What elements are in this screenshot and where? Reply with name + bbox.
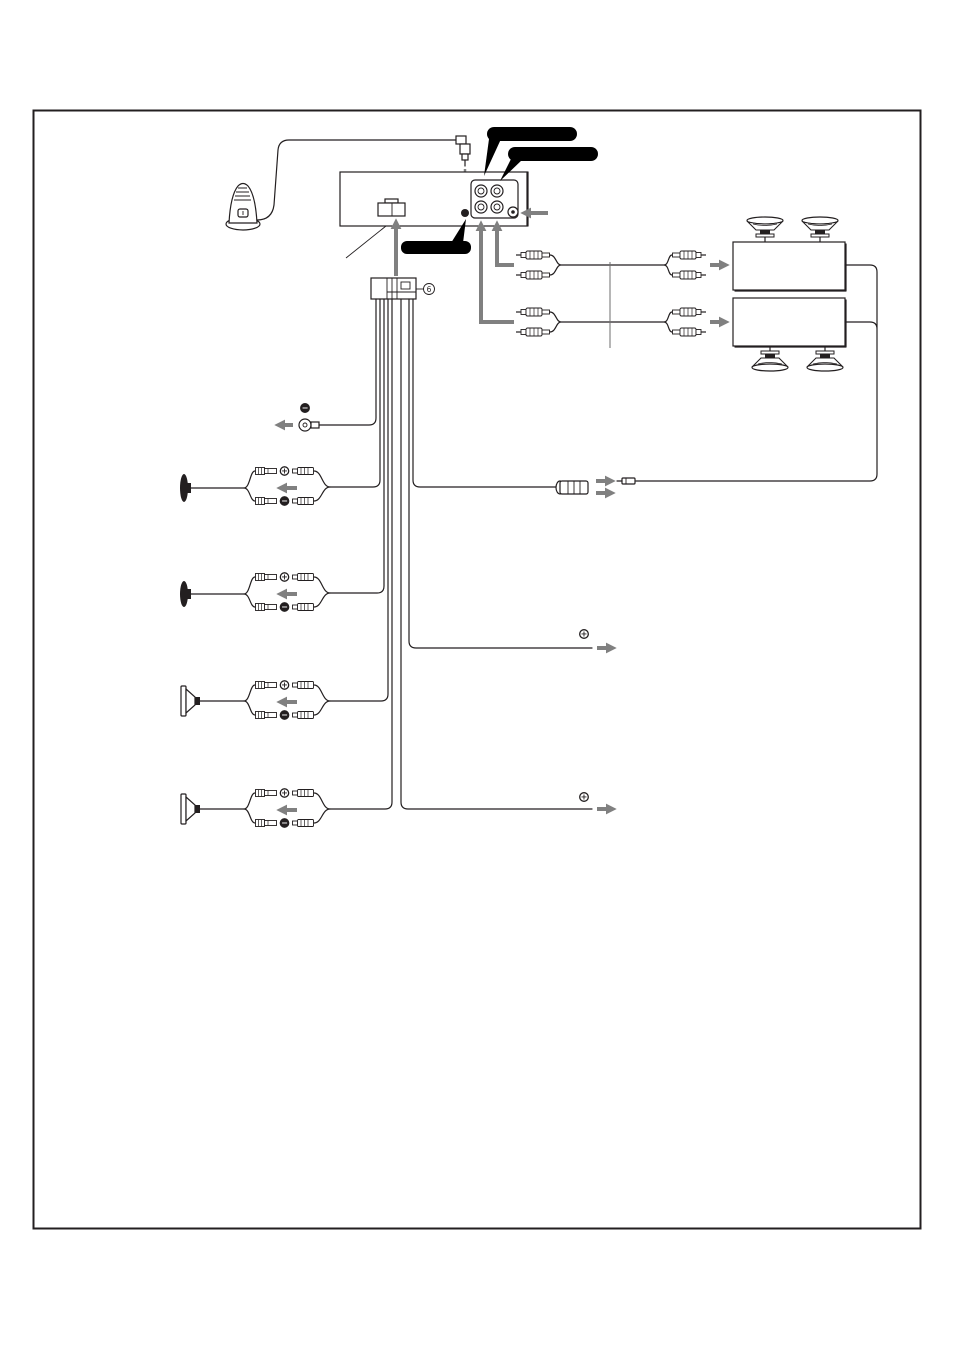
remote-commander-icon	[226, 184, 260, 231]
wire-power-bottom	[401, 299, 592, 809]
speaker-connection-3	[200, 681, 330, 720]
connector-male	[293, 682, 314, 689]
connector-female	[256, 820, 277, 827]
head-unit-rear-icon	[340, 172, 528, 226]
antenna-socket	[508, 207, 518, 217]
head-unit-power-connector	[378, 203, 405, 216]
minus-sign-text: −	[281, 818, 288, 828]
connector-leader-line	[346, 226, 386, 258]
plus-symbol	[280, 467, 288, 476]
minus-symbol	[280, 497, 288, 506]
plus-symbol	[280, 789, 288, 798]
wire-ground	[319, 299, 376, 425]
connector-male	[293, 790, 314, 797]
speaker-icon	[802, 217, 838, 242]
wire-remote	[413, 299, 556, 487]
amp-remote-wire	[636, 265, 877, 481]
rca-plug-icon	[516, 251, 550, 259]
harness-number-text: 6	[426, 285, 432, 294]
connector-female	[256, 574, 277, 581]
wire-power-middle	[409, 299, 592, 648]
speaker-1-icon	[180, 474, 191, 502]
plus-sign-text: +	[281, 788, 288, 798]
plus-symbol	[280, 573, 288, 582]
plus-symbol	[280, 681, 288, 690]
plus-symbol	[580, 630, 589, 639]
connector-male	[293, 498, 314, 505]
minus-symbol	[280, 711, 288, 720]
rca-cable-rear	[516, 308, 720, 336]
head-unit-connector-notch	[385, 199, 398, 203]
speaker-3-icon	[181, 686, 200, 716]
mini-plug-collar	[456, 136, 466, 144]
wire-speaker-3	[330, 299, 388, 701]
connector-male	[293, 604, 314, 611]
harness-number-badge	[424, 284, 435, 295]
amp-remote-plug-icon	[617, 478, 635, 484]
speaker-connection-4	[200, 789, 330, 828]
connector-male	[293, 712, 314, 719]
connector-female	[256, 498, 277, 505]
connector-female	[256, 468, 277, 475]
amplifier-rear-icon	[733, 298, 846, 347]
minus-sign-text: −	[281, 496, 288, 506]
plus-sign-text: +	[580, 629, 588, 639]
rca-plug-icon	[673, 328, 707, 336]
rca-plug-icon	[516, 271, 550, 279]
rca-front-arrow	[497, 230, 514, 265]
speaker-icon	[807, 346, 843, 371]
ground-lug-icon	[299, 419, 319, 431]
plus-sign-text: +	[281, 680, 288, 690]
speaker-connection-1	[191, 467, 330, 506]
remote-connector-icon	[556, 481, 588, 494]
rca-cable-front	[516, 251, 720, 279]
connector-female	[256, 790, 277, 797]
amplifier-front-icon	[733, 242, 846, 291]
minus-sign-text: −	[281, 602, 288, 612]
rca-plug-icon	[673, 271, 707, 279]
speaker-2-icon	[180, 581, 191, 607]
connector-male	[293, 820, 314, 827]
plus-sign-text: +	[281, 572, 288, 582]
rca-plug-icon	[673, 251, 707, 259]
connector-female	[256, 682, 277, 689]
mini-plug-icon	[456, 136, 470, 166]
speaker-connection-2	[191, 573, 330, 612]
mini-plug-sleeve	[462, 154, 468, 160]
minus-sign-text: −	[281, 710, 288, 720]
rca-jack-front-left	[475, 185, 487, 197]
connector-male	[293, 574, 314, 581]
mini-plug-body	[460, 144, 470, 154]
rca-cable-line	[550, 312, 672, 332]
rca-jack-front-right	[491, 185, 503, 197]
plus-symbol	[580, 793, 589, 802]
rca-cable-line	[550, 255, 672, 275]
speaker-icon	[747, 217, 783, 242]
rca-plug-icon	[516, 308, 550, 316]
speaker-icon	[752, 346, 788, 371]
remote-input-jack	[461, 209, 469, 217]
rca-plug-icon	[516, 328, 550, 336]
connector-female	[256, 604, 277, 611]
minus-symbol	[280, 603, 288, 612]
connector-male	[293, 468, 314, 475]
connector-female	[256, 712, 277, 719]
plus-sign-text: +	[281, 466, 288, 476]
minus-sign-text: −	[301, 403, 309, 413]
rca-jack-rear-left	[475, 201, 487, 213]
plus-sign-text: +	[580, 792, 588, 802]
wire-speaker-1	[330, 299, 380, 487]
speaker-4-icon	[181, 794, 200, 824]
minus-symbol	[280, 819, 288, 828]
wire-speaker-4	[330, 299, 392, 809]
minus-symbol	[301, 404, 310, 413]
rca-jack-rear-right	[491, 201, 503, 213]
harness-connector	[371, 278, 416, 299]
rca-plug-icon	[673, 308, 707, 316]
